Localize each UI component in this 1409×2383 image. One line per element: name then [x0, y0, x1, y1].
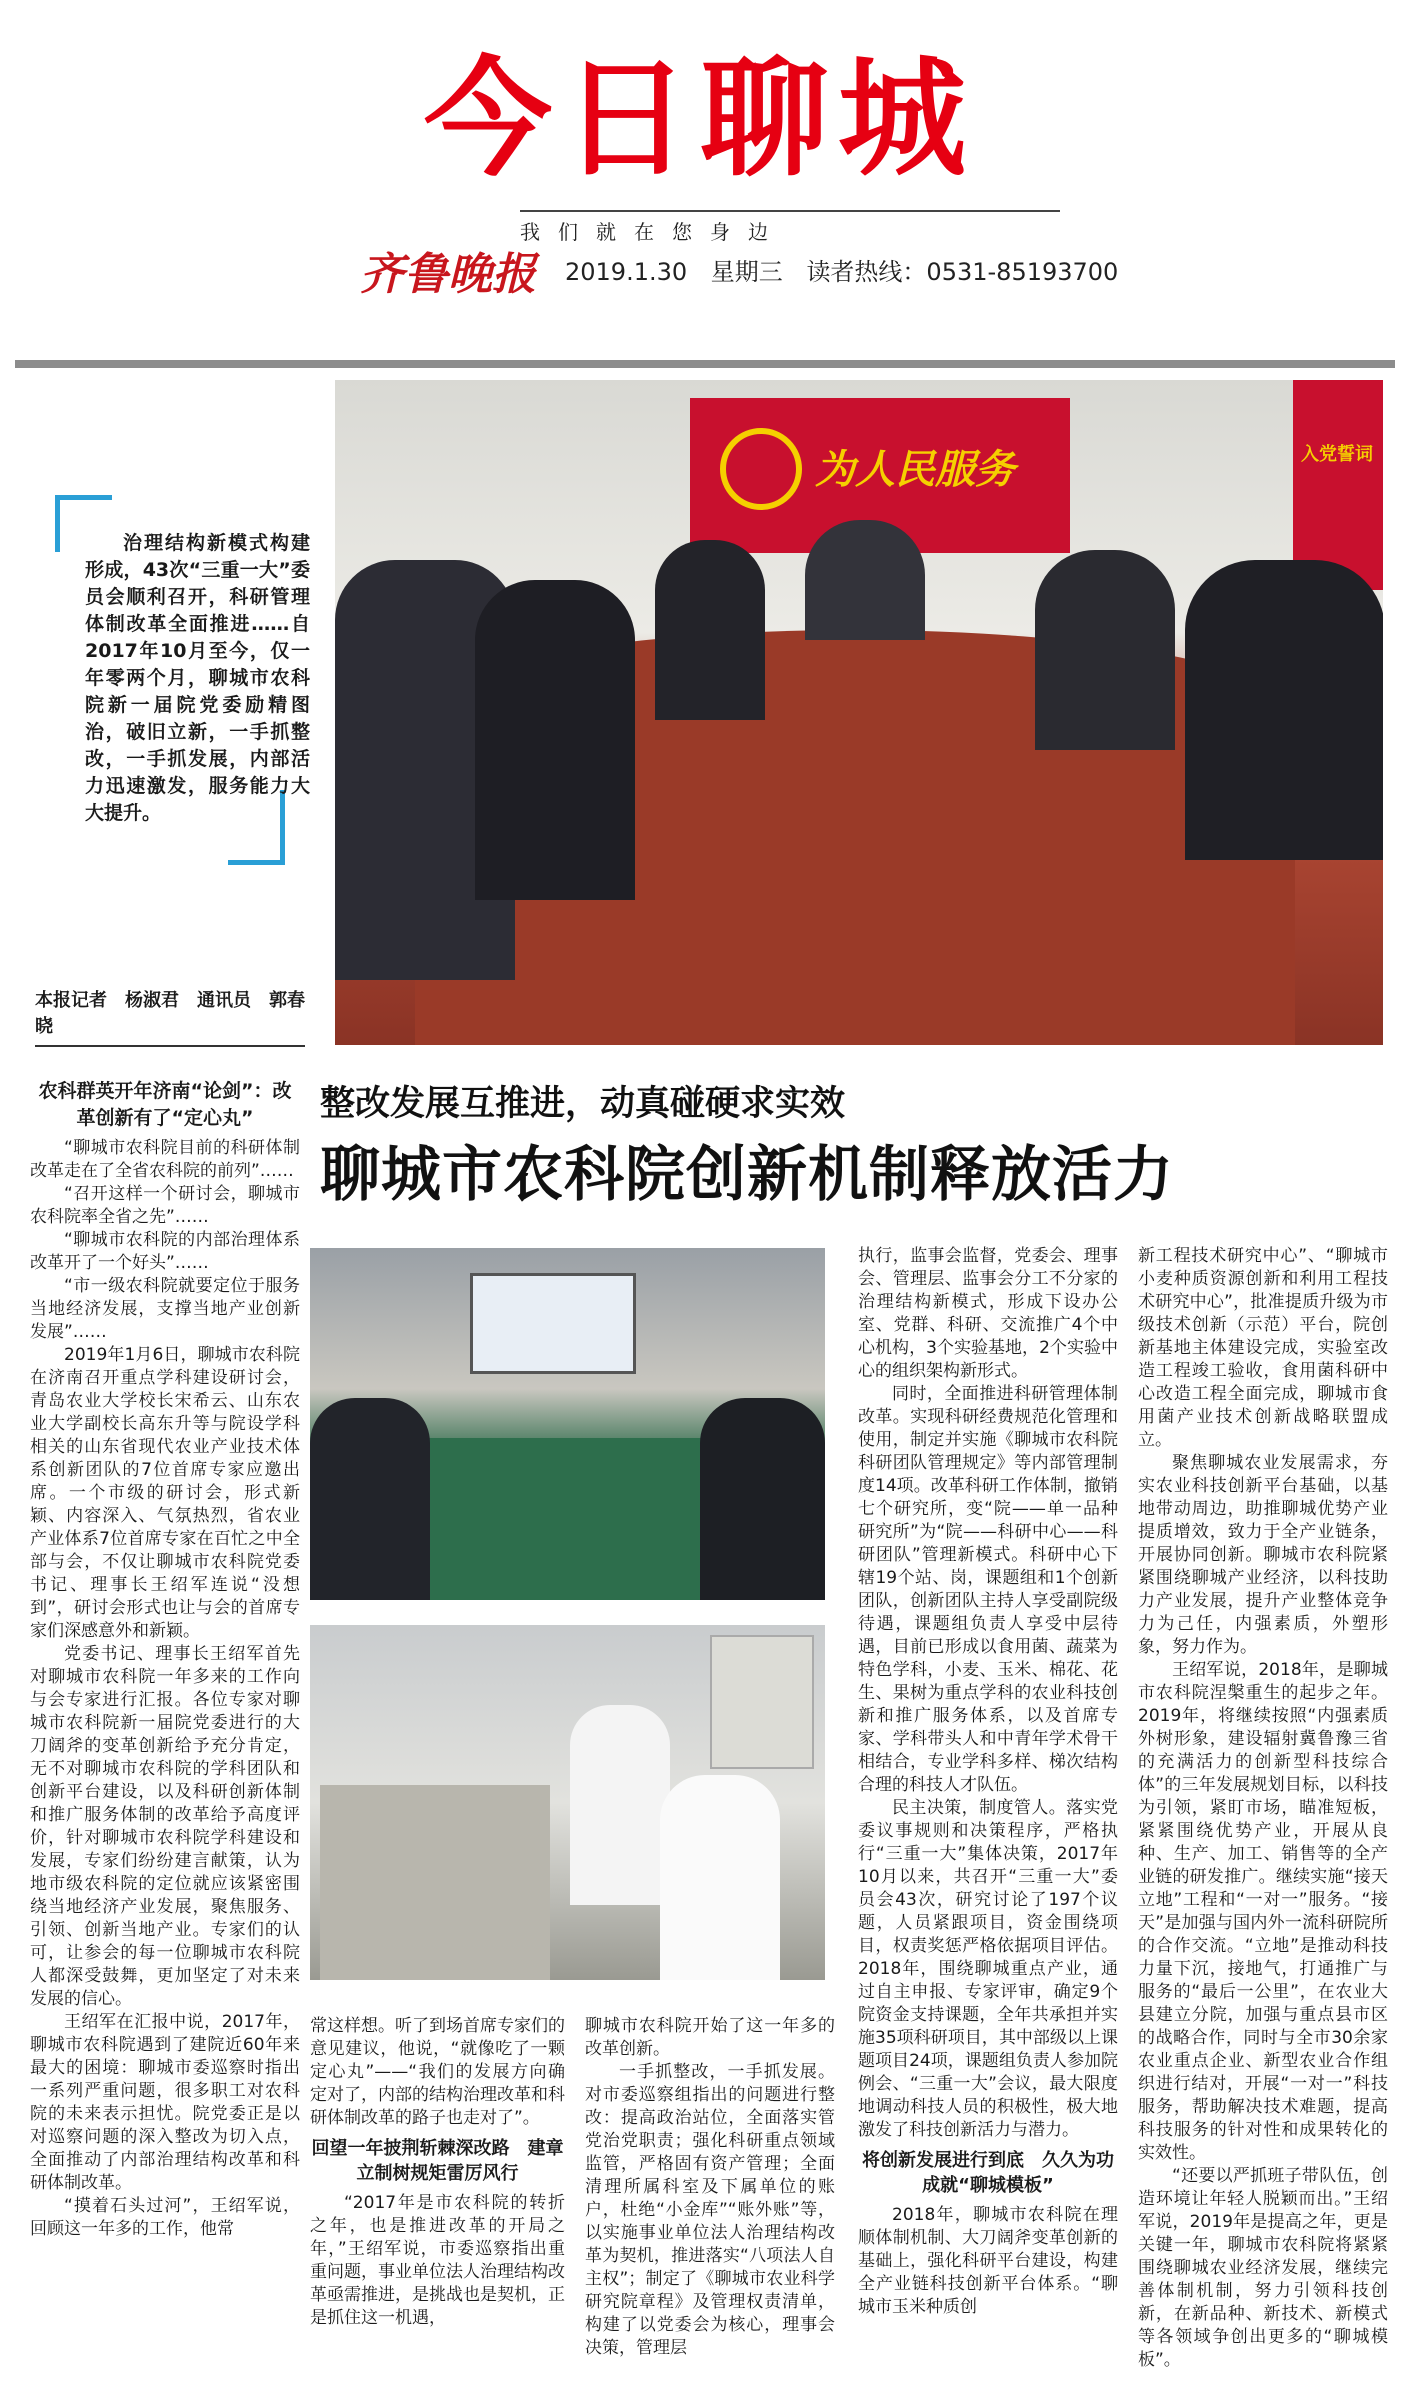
attendee — [1185, 560, 1383, 860]
paragraph: 一手抓整改，一手抓发展。对市委巡察组指出的问题进行整改：提高政治站位，全面落实管党治党职责；强化科研重点领域监管，严格固有资产管理；全面清理所属科室及下属单位的账户，杜绝“小金库”“账外账”等，以实施事业单位法人治理结构改革为契机，推进落实“八项法人自主权”；制定了《聊城市农业科学研究院章程》及管理权责清单，构建了以党委会为核心，理事会决策，管理层 — [585, 2062, 835, 2358]
oath-poster-title: 入党誓词 — [1301, 444, 1373, 465]
kicker-headline: 整改发展互推进，动真碰硬求实效 — [320, 1084, 846, 1124]
article-column — [585, 2015, 835, 2370]
article-column — [310, 2015, 565, 2370]
paragraph: 聊城市农科院开始了这一年多的改革创新。 — [585, 2016, 835, 2059]
pull-quote-text: 治理结构新模式构建形成，43次“三重一大”委员会顺利召开，科研管理体制改革全面推进……自2017年10月至今，仅一年零两个月，聊城市农科院新一届院党委励精图治，破旧立新，一手抓整改，一手抓发展，内部活力迅速激发，服务能力大大提升。 — [85, 532, 310, 824]
reader-hotline: 读者热线：0531-85193700 — [806, 258, 1119, 286]
paragraph: 新工程技术研究中心”、“聊城市小麦种质资源创新和利用工程技术研究中心”，批准提质升级为市级技术创新（示范）平台，院创新基地主体建设完成，实验室改造工程竣工验收，食用菌科研中心改造工程全面完成，聊城市食用菌产业技术创新战略联盟成立。 — [1138, 1246, 1388, 1450]
projection-screen — [470, 1273, 636, 1374]
laboratory-photo — [310, 1625, 825, 1980]
attendee — [805, 520, 925, 640]
paragraph: 聚焦聊城农业发展需求，夯实农业科技创新平台基础，以基地带动周边，助推聊城优势产业提质增效，致力于全产业链条，开展协同创新。聊城市农科院紧紧围绕聊城产业经济，以科技助力产业发展，提升产业整体竞争力为己任，内强素质，外塑形象，努力作为。 — [1138, 1453, 1388, 1657]
attendee — [475, 580, 635, 900]
paragraph: 同时，全面推进科研管理体制改革。实现科研经费规范化管理和使用，制定并实施《聊城市农科院科研团队管理规定》等内部管理制度14项。改革科研工作体制，撤销七个研究所，变“院——单一品种研究所”为“院——科研中心——科研团队”管理新模式。科研中心下辖19个站、岗，课题组和1个创新团队，创新团队主持人享受副院级待遇，课题组负责人享受中层待遇，目前已形成以食用菌、蔬菜为特色学科，小麦、玉米、棉花、花生、果树为重点学科的农业科技创新和推广服务体系，以及首席专家、学科带头人和中青年学术骨干相结合，专业学科多样、梯次结构合理的科技人才队伍。 — [858, 1384, 1118, 1795]
side-subhead: 农科群英开年济南“论剑”：改革创新有了“定心丸” — [38, 1080, 292, 1129]
paragraph: 王绍军在汇报中说，2017年，聊城市农科院遇到了建院近60年来最大的困境：聊城市委巡察时指出一系列严重问题，很多职工对农科院的未来表示担忧。院党委正是以对巡察问题的深入整改为切入点，全面推动了内部治理结构改革和科研体制改革。 — [30, 2012, 300, 2193]
issue-date: 2019.1.30 — [565, 258, 688, 286]
meeting-photo — [335, 380, 1383, 1045]
paper-name-logo: 齐鲁晚报 — [360, 249, 536, 300]
paragraph: 常这样想。听了到场首席专家们的意见建议，他说，“就像吃了一颗定心丸”——“我们的发展方向确定对了，内部的结构治理改革和科研体制改革的路子也走对了”。 — [310, 2016, 565, 2128]
byline-divider — [35, 1045, 305, 1047]
paragraph: 2018年，聊城市农科院在理顺体制机制、大刀阔斧变革创新的基础上，强化科研平台建设，构建全产业链科技创新平台体系。“聊城市玉米种质创 — [858, 2205, 1118, 2317]
paragraph: “召开这样一个研讨会，聊城市农科院率全省之先”…… — [30, 1184, 300, 1227]
masthead-tagline: 我们就在您身边 — [520, 210, 1060, 246]
oath-poster — [1293, 380, 1383, 590]
banner-slogan: 为人民服务 — [815, 446, 1015, 493]
section-subhead: 将创新发展进行到底 久久为功成就“聊城模板” — [862, 2150, 1114, 2196]
attendee — [310, 1398, 430, 1600]
side-column — [30, 1137, 300, 2372]
article-column — [1138, 1245, 1388, 2375]
article-column — [858, 1245, 1118, 2375]
pull-quote — [55, 495, 310, 865]
paragraph: “还要以严抓班子带队伍，创造环境让年轻人脱颖而出。”王绍军说，2019年是提高之年，更是关键一年，聊城市农科院将紧紧围绕聊城农业经济发展，继续完善体制机制，努力引领科技创新，在新品种、新技术、新模式等各领域争创出更多的“聊城模板”。 — [1138, 2166, 1388, 2370]
paragraph: “摸着石头过河”，王绍军说，回顾这一年多的工作，他常 — [30, 2196, 300, 2239]
attendee — [700, 1398, 825, 1600]
paragraph: “聊城市农科院的内部治理体系改革开了一个好头”…… — [30, 1230, 300, 1273]
paragraph: 执行，监事会监督，党委会、理事会、管理层、监事会分工不分家的治理结构新模式，形成下设办公室、党群、科研、交流推广4个中心机构，3个实验基地，2个实验中心的组织架构新形式。 — [858, 1246, 1118, 1381]
paragraph: “2017年是市农科院的转折之年，也是推进改革的开局之年，”王绍军说，市委巡察指出重重问题，事业单位法人治理结构改革亟需推进，是挑战也是契机，正是抓住这一机遇， — [310, 2193, 565, 2328]
paragraph: 王绍军说，2018年，是聊城市农科院涅槃重生的起步之年。2019年，将继续按照“内强素质外树形象，建设辐射冀鲁豫三省的充满活力的创新型科技综合体”的三年发展规划目标，以科技为引领，紧盯市场，瞄准短板，紧紧围绕优势产业，开展从良种、生产、加工、销售等的全产业链的研发推广。继续实施“接天立地”工程和“一对一”服务。“接天”是加强与国内外一流科研院所的合作交流。“立地”是推动科技力量下沉，接地气，打通推广与服务的“最后一公里”，在农业大县建立分院，加强与重点县市区的战略合作，同时与全市30余家农业重点企业、新型农业合作组织进行结对，开展“一对一”科技服务，帮助解决技术难题，提高科技服务的针对性和成果转化的实效性。 — [1138, 1660, 1388, 2163]
masthead-info — [565, 252, 1134, 292]
paragraph: “市一级农科院就要定位于服务当地经济发展，支撑当地产业创新发展”…… — [30, 1276, 300, 1342]
masthead-divider — [15, 360, 1395, 368]
party-emblem-icon — [720, 428, 802, 510]
lab-equipment — [320, 1785, 550, 1980]
section-subhead: 回望一年披荆斩棘深改路 建章立制树规矩雷厉风行 — [311, 2138, 564, 2184]
lab-cabinet — [710, 1635, 814, 1769]
attendee — [1035, 550, 1175, 750]
byline: 本报记者 杨淑君 通讯员 郭春晓 — [35, 990, 305, 1037]
issue-weekday: 星期三 — [710, 258, 783, 286]
paragraph: 2019年1月6日，聊城市农科院在济南召开重点学科建设研讨会，青岛农业大学校长宋希云、山东农业大学副校长高东升等与院设学科相关的山东省现代农业产业技术体系创新团队的7位首席专家应邀出席。一个市级的研讨会，形式新颖、内容深入、气氛热烈，省农业产业体系7位首席专家在百忙之中全部与会，不仅让聊城市农科院党委书记、理事长王绍军连说“没想到”，研讨会形式也让与会的首席专家们深感意外和新颖。 — [30, 1345, 300, 1641]
main-headline: 聊城市农科院创新机制释放活力 — [320, 1140, 1174, 1210]
paragraph: 民主决策，制度管人。落实党委议事规则和决策程序，严格执行“三重一大”集体决策，2017年10月以来，共召开“三重一大”委员会43次，研究讨论了197个议题，人员紧跟项目，资金围绕项目，权责奖惩严格依据项目评估。2018年，围绕聊城重点产业，通过自主申报、专家评审，确定9个院资金支持课题，全年共承担并实施35项科研项目，其中部级以上课题项目24项，课题组负责人参加院例会、“三重一大”会议，最大限度地调动科技人员的积极性，极大地激发了科技创新活力与潜力。 — [858, 1798, 1118, 2140]
attendee — [655, 540, 765, 720]
paragraph: 党委书记、理事长王绍军首先对聊城市农科院一年多来的工作向与会专家进行汇报。各位专家对聊城市农科院新一届院党委进行的大刀阔斧的变革创新给予充分肯定，无不对聊城市农科院的学科团队和创新平台建设，以及科研创新体制和推广服务体制的改革给予高度评价，针对聊城市农科院学科建设和发展，专家们纷纷建言献策，认为地市级农科院的定位就应该紧密围绕当地经济产业发展，聚焦服务、引领、创新当地产业。专家们的认可，让参会的每一位聊城市农科院人都深受鼓舞，更加坚定了对未来发展的信心。 — [30, 1644, 300, 2009]
masthead-title: 今日聊城 — [423, 45, 976, 194]
researcher — [570, 1705, 670, 1905]
researcher — [660, 1775, 780, 1980]
paragraph: “聊城市农科院目前的科研体制改革走在了全省农科院的前列”…… — [30, 1138, 300, 1181]
seminar-photo — [310, 1248, 825, 1600]
